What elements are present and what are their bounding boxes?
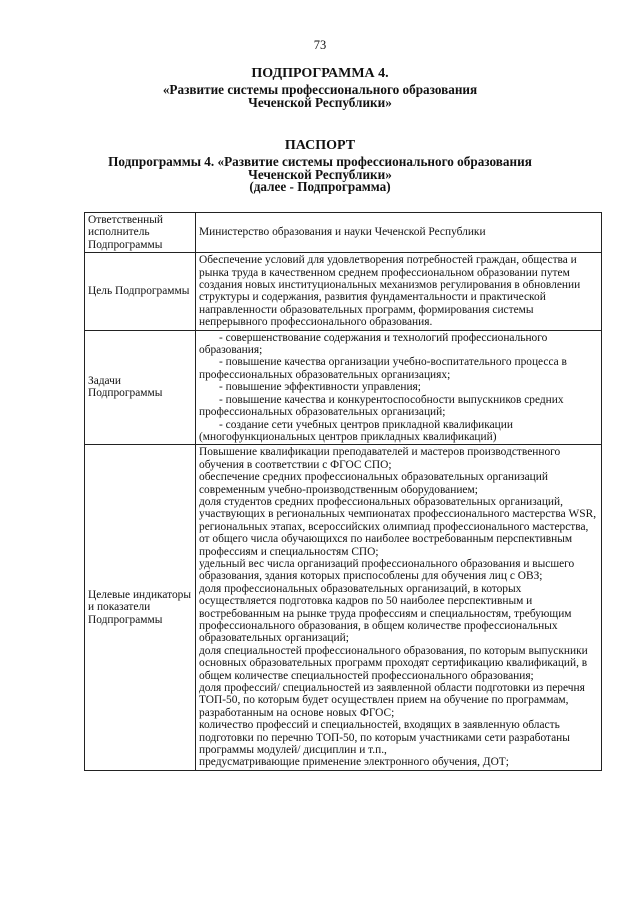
table-row-tasks <box>85 330 602 445</box>
list-item: обеспечение средних профессиональных образовательных организаций современным учебно-производственным оборудованием; <box>199 471 548 496</box>
list-item: доля профессий/ специальностей из заявленной области подготовки из перечня ТОП-50, по которым будет осуществлен прием на обучение по программам, разработанным на основе новых ФГОС; <box>199 682 585 719</box>
row-value: Обеспечение условий для удовлетворения потребностей граждан, общества и рынка труда в качественном среднем профессиональном образовании путем создания новых институциональных механизмов регулирования в обновлении структуры и содержания, развития фундаментальности и практической направленности образовательных программ, формирования системы непрерывного профессионального образования. <box>196 253 602 330</box>
subprogram-subtitle-line: Чеченской Республики» <box>248 94 392 110</box>
list-item: доля профессиональных образовательных организаций, в которых осуществляется подготовка кадров по 50 наиболее перспективным и востребованным на рынке труда профессиям и специальностям, требующим профессионального образования, в общем количестве профессиональных образовательных организаций; <box>199 582 572 645</box>
list-item: удельный вес числа организаций профессионального образования и высшего образования, здания которых приспособлены для обучения лиц с ОВЗ; <box>199 557 575 583</box>
page-number: 73 <box>313 38 327 52</box>
table-row-goal <box>85 253 602 330</box>
passport-subtitle-line: Чеченской Республики» <box>248 166 392 182</box>
list-item: - совершенствование содержания и технологий профессионального образования; <box>199 331 548 357</box>
passport-subtitle-line: Подпрограммы 4. «Развитие системы профессионального образования <box>108 154 532 169</box>
passport-subtitle-line: (далее - Подпрограмма) <box>249 179 391 194</box>
row-label: Цель Подпрограммы <box>85 253 196 330</box>
passport-table <box>84 212 602 771</box>
row-value: Министерство образования и науки Чеченской Республики <box>196 213 602 253</box>
subprogram-title: ПОДПРОГРАММА 4. <box>251 66 389 81</box>
passport-subtitle <box>0 156 640 194</box>
list-item: доля специальностей профессионального образования, по которым выпускники основных образовательных программ проходят сертификацию квалификаций, в общем количестве специальностей профессионального образования; <box>199 644 588 682</box>
list-item: предусматривающие применение электронного обучения, ДОТ; <box>199 756 509 769</box>
subprogram-subtitle <box>0 84 640 109</box>
list-item: - повышение эффективности управления; <box>219 381 421 394</box>
row-value <box>196 330 602 445</box>
table-row-indicators <box>85 445 602 771</box>
list-item: Повышение квалификации преподавателей и мастеров производственного обучения в соответствии с ФГОС СПО; <box>199 446 561 471</box>
subprogram-subtitle-line: «Развитие системы профессионального образования <box>162 82 478 97</box>
list-item: количество профессий и специальностей, входящих в заявленную область подготовки по перечню ТОП-50, по которым участниками сети разработаны программы модулей/ дисциплин и т.п., <box>199 719 570 757</box>
list-item: - повышение качества и конкурентоспособности выпускников средних профессиональных образовательных организаций; <box>199 393 564 419</box>
row-label: Задачи Подпрограммы <box>85 330 196 445</box>
passport-title: ПАСПОРТ <box>284 138 356 153</box>
list-item: - повышение качества организации учебно-воспитательного процесса в профессиональных образовательных организациях; <box>199 356 567 381</box>
row-label: Целевые индикаторы и показатели Подпрограммы <box>85 445 196 771</box>
list-item: доля студентов средних профессиональных образовательных организаций, участвующих в региональных чемпионатах профессионального мастерства WSR, региональных этапах, всероссийских олимпиад профессионального мастерства, от общего числа обучающихся по наиболее востребованным перспективным профессиям и специальностям СПО; <box>199 495 597 558</box>
table-row-responsible <box>85 213 602 253</box>
row-label: Ответственный исполнитель Подпрограммы <box>85 213 196 253</box>
list-item: - создание сети учебных центров прикладной квалификации (многофункциональных центров прикладных квалификаций) <box>199 418 513 443</box>
row-value <box>196 445 602 771</box>
